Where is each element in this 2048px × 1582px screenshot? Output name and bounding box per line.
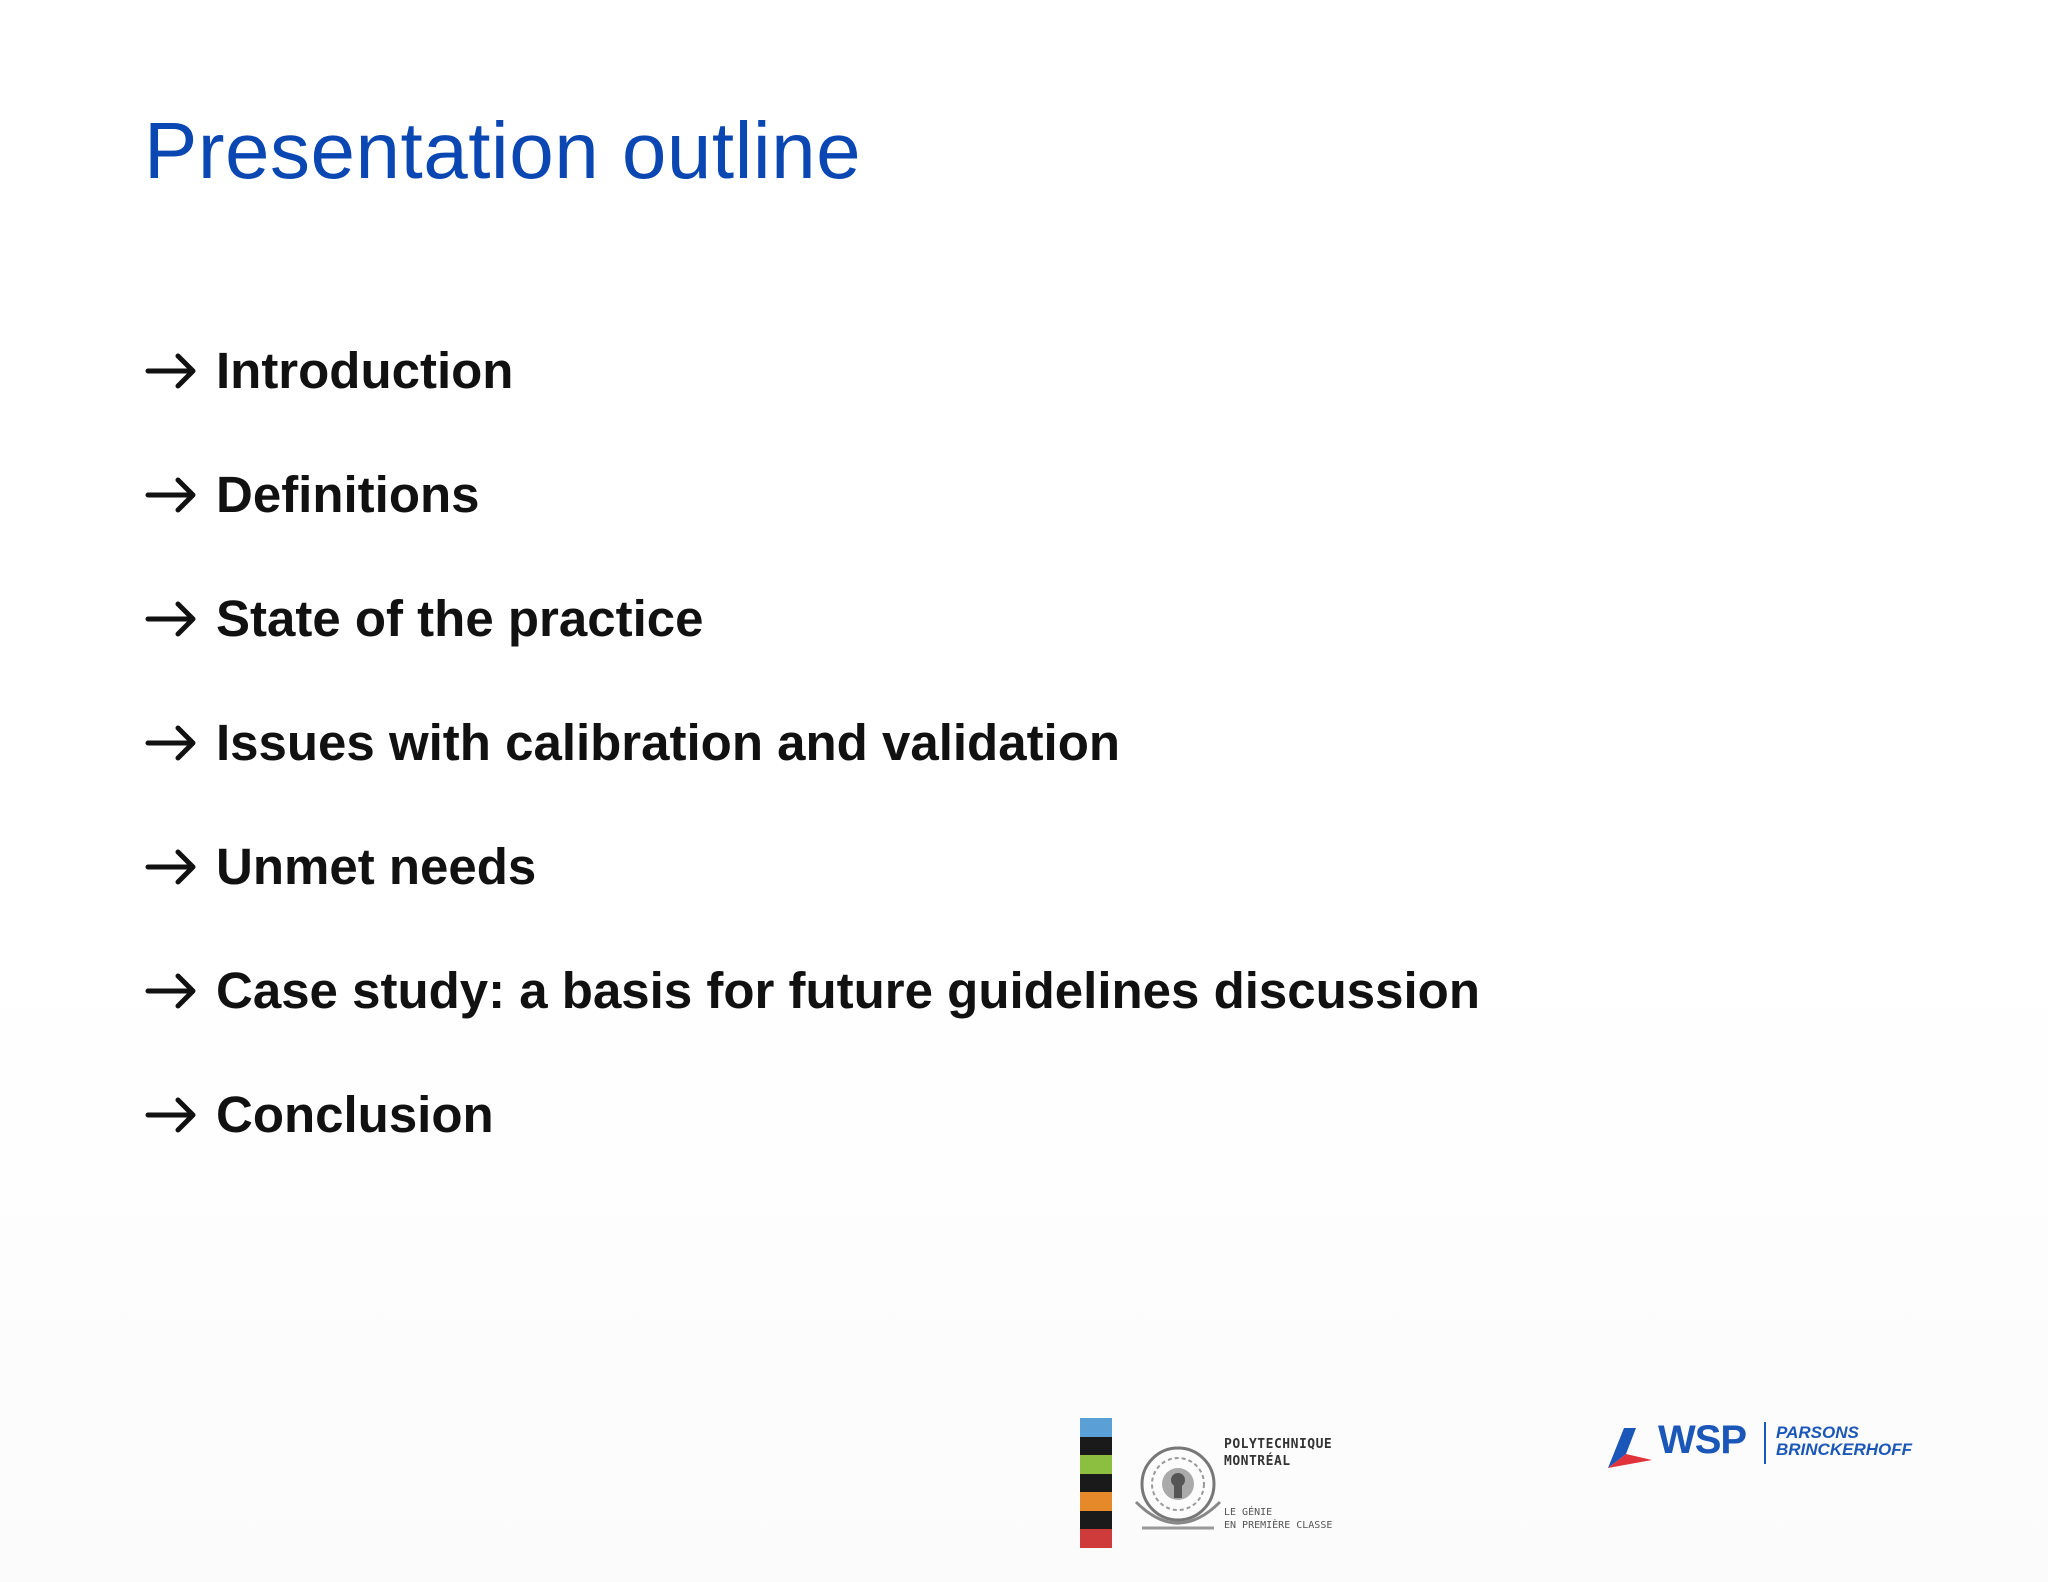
arrow-right-icon: [144, 1087, 216, 1143]
polytechnique-name: POLYTECHNIQUE MONTRÉAL: [1224, 1437, 1333, 1469]
outline-item: [144, 464, 1480, 588]
color-block: [1080, 1418, 1112, 1437]
color-block: [1080, 1511, 1112, 1530]
outline-item-label: Issues with calibration and validation: [216, 714, 1121, 771]
outline-item: [144, 960, 1480, 1084]
arrow-right-icon: [144, 715, 216, 771]
polytechnique-seal-icon: [1122, 1432, 1234, 1544]
arrow-right-icon: [144, 343, 216, 399]
outline-item: [144, 712, 1480, 836]
logo-divider: [1764, 1422, 1766, 1464]
color-block: [1080, 1455, 1112, 1474]
outline-item: [144, 588, 1480, 712]
outline-list: [144, 340, 1480, 1208]
outline-item-label: Definitions: [216, 466, 480, 523]
outline-item-label: Case study: a basis for future guidelines discussion: [216, 962, 1480, 1019]
outline-item: [144, 340, 1480, 464]
outline-item-label: Introduction: [216, 342, 514, 399]
parsons-brinckerhoff-name: PARSONS BRINCKERHOFF: [1776, 1423, 1912, 1459]
arrow-right-icon: [144, 467, 216, 523]
polytechnique-logo: [1080, 1418, 1360, 1548]
polytechnique-tagline: LE GÉNIE EN PREMIÈRE CLASSE: [1224, 1507, 1333, 1531]
outline-item: [144, 1084, 1480, 1208]
slide-title: Presentation outline: [144, 106, 862, 195]
outline-item: [144, 836, 1480, 960]
color-block: [1080, 1529, 1112, 1548]
arrow-right-icon: [144, 839, 216, 895]
wsp-logo: [1606, 1414, 1946, 1474]
wsp-mark-icon: [1606, 1424, 1656, 1470]
color-block: [1080, 1437, 1112, 1456]
outline-item-label: Conclusion: [216, 1086, 494, 1143]
polytechnique-color-bar: [1080, 1418, 1112, 1548]
color-block: [1080, 1474, 1112, 1493]
arrow-right-icon: [144, 591, 216, 647]
arrow-right-icon: [144, 963, 216, 1019]
outline-item-label: Unmet needs: [216, 838, 537, 895]
color-block: [1080, 1492, 1112, 1511]
wsp-brand: WSP: [1658, 1418, 1747, 1462]
outline-item-label: State of the practice: [216, 590, 704, 647]
